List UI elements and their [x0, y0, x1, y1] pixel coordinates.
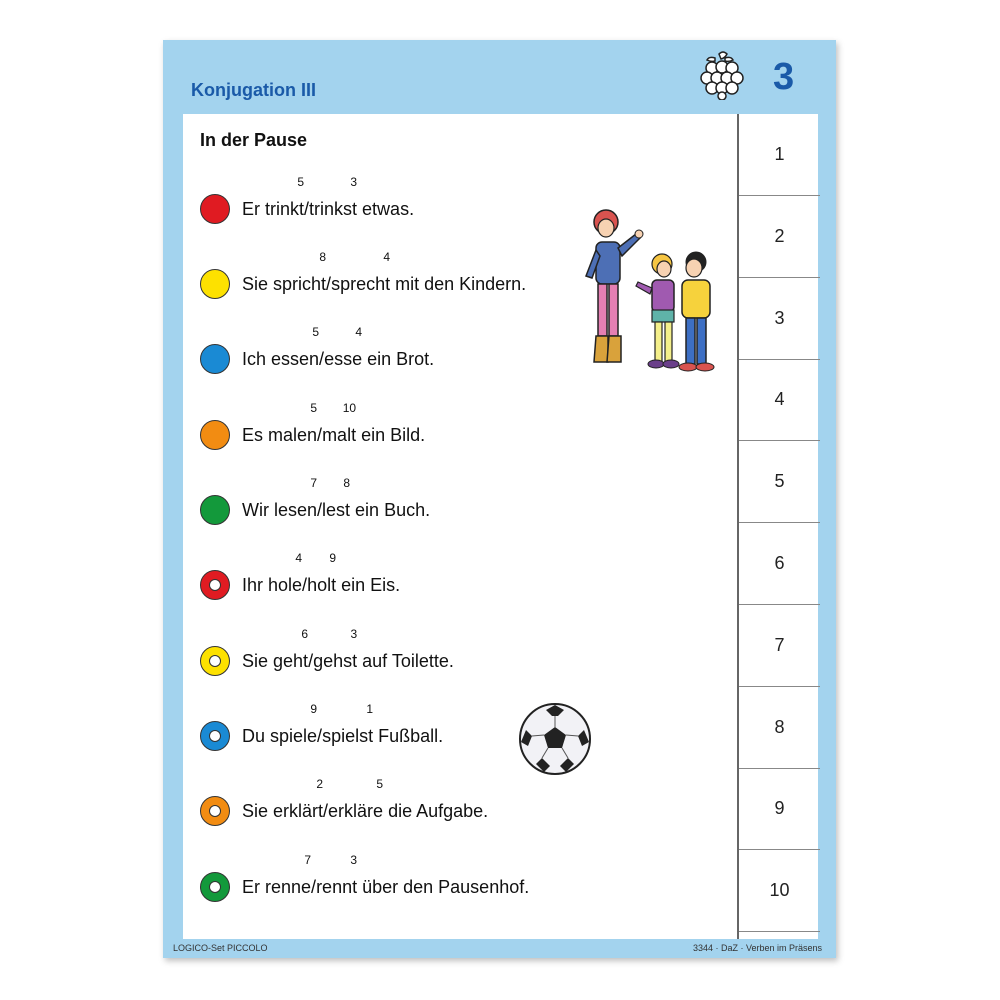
footer-left: LOGICO-Set PICCOLO	[173, 943, 268, 953]
option-2	[322, 476, 351, 521]
answer-number: 4	[774, 389, 785, 410]
exercise-card	[163, 40, 836, 958]
answer-cell[interactable]	[739, 114, 820, 196]
option-2-text: malt	[322, 425, 357, 445]
sentence	[242, 250, 527, 295]
yellow-dot-icon[interactable]	[200, 646, 230, 676]
card-title: Konjugation III	[191, 80, 316, 100]
sentence-rest: ein Buch.	[350, 500, 431, 520]
option-2	[328, 777, 384, 822]
option-1	[242, 627, 309, 672]
sentence-rest: Fußball.	[373, 726, 444, 746]
answer-cell[interactable]	[739, 850, 820, 932]
option-2-text: rennt	[316, 877, 358, 897]
option-1-text: Ich essen	[242, 349, 320, 369]
answer-cell[interactable]	[739, 441, 820, 523]
option-1-text: Er renne	[242, 877, 312, 897]
green-dot-icon[interactable]	[200, 872, 230, 902]
option-1-number: 6	[301, 627, 309, 641]
option-1-text: Sie geht	[242, 651, 309, 671]
option-2-text: sprecht	[331, 274, 391, 294]
option-1	[242, 777, 324, 822]
footer-right: 3344 · DaZ · Verben im Präsens	[692, 943, 822, 953]
sentence-rest: ein Eis.	[336, 575, 401, 595]
option-1-number: 2	[316, 777, 324, 791]
option-2	[309, 175, 358, 220]
sentence-rest: über den Pausenhof.	[357, 877, 530, 897]
answer-number: 6	[774, 553, 785, 573]
option-1-number: 4	[295, 551, 303, 565]
option-1	[242, 551, 303, 596]
exercise-panel	[183, 114, 818, 939]
sentence	[242, 853, 530, 898]
option-1-number: 7	[304, 853, 312, 867]
option-1-number: 5	[297, 175, 305, 189]
answer-number: 5	[774, 471, 785, 492]
answer-number: 7	[774, 634, 785, 655]
option-1-number: 5	[310, 401, 318, 415]
answer-cell[interactable]	[739, 523, 820, 605]
option-2-text: erkläre	[328, 801, 384, 821]
option-1-text: Es malen	[242, 425, 318, 445]
orange-dot-icon[interactable]	[200, 796, 230, 826]
answer-cell[interactable]	[739, 278, 820, 360]
option-2-text: spielst	[322, 726, 374, 746]
slash-separator: /	[317, 500, 323, 520]
option-1-number: 8	[319, 250, 327, 264]
section-title: In der Pause	[200, 130, 308, 150]
slash-separator: /	[323, 801, 329, 821]
answer-number: 2	[774, 225, 785, 246]
slash-separator: /	[326, 274, 332, 294]
option-2	[307, 551, 337, 596]
answer-cell[interactable]	[739, 687, 820, 769]
sentence	[242, 551, 401, 596]
slash-separator: /	[302, 575, 308, 595]
option-2	[322, 702, 374, 747]
answer-cell[interactable]	[739, 768, 820, 850]
sentence-rest: ein Bild.	[356, 425, 426, 445]
sentence	[242, 476, 431, 521]
people-illustration	[578, 204, 743, 384]
sentence	[242, 627, 454, 672]
orange-dot-icon[interactable]	[200, 420, 230, 450]
sentence	[242, 401, 426, 446]
option-1	[242, 401, 318, 446]
answer-number: 10	[769, 880, 790, 901]
sentence	[242, 325, 435, 370]
option-2-text: holt	[307, 575, 337, 595]
option-1-number: 7	[310, 476, 318, 490]
sentence-rest: die Aufgabe.	[383, 801, 489, 821]
option-1-text: Er trinkt	[242, 199, 305, 219]
red-dot-icon[interactable]	[200, 194, 230, 224]
sentence-rest: mit den Kindern.	[390, 274, 527, 294]
slash-separator: /	[317, 425, 323, 445]
answer-number: 3	[774, 307, 785, 328]
slash-separator: /	[319, 349, 325, 369]
answer-cell[interactable]	[739, 359, 820, 441]
option-2	[322, 401, 357, 446]
raspberry-icon	[695, 50, 747, 100]
option-1-text: Sie spricht	[242, 274, 327, 294]
option-2-text: gehst	[313, 651, 358, 671]
sentence-rest: auf Toilette.	[357, 651, 454, 671]
option-2-number: 9	[329, 551, 337, 565]
option-2	[316, 853, 358, 898]
option-1	[242, 250, 327, 295]
option-1-text: Ihr hole	[242, 575, 303, 595]
answer-number: 8	[774, 716, 785, 737]
answer-number: 1	[774, 144, 785, 164]
option-2-text: esse	[324, 349, 363, 369]
option-1	[242, 476, 318, 521]
option-1	[242, 853, 312, 898]
answer-cell[interactable]	[739, 605, 820, 687]
option-1	[242, 325, 320, 370]
option-1-text: Du spiele	[242, 726, 318, 746]
slash-separator: /	[304, 199, 310, 219]
blue-dot-icon[interactable]	[200, 344, 230, 374]
option-1-text: Sie erklärt	[242, 801, 324, 821]
option-2-number: 3	[350, 175, 358, 189]
option-2-text: trinkst	[309, 199, 358, 219]
sentence	[242, 175, 415, 220]
option-2	[331, 250, 391, 295]
sentence	[242, 702, 444, 747]
slash-separator: /	[317, 726, 323, 746]
option-2-number: 3	[350, 853, 358, 867]
option-2-text: lest	[322, 500, 351, 520]
sentence	[242, 777, 489, 822]
option-2-number: 10	[342, 401, 357, 415]
blue-dot-icon[interactable]	[200, 721, 230, 751]
option-2-number: 3	[350, 627, 358, 641]
option-1-text: Wir lesen	[242, 500, 318, 520]
sentence-rest: etwas.	[357, 199, 415, 219]
option-2-number: 5	[376, 777, 384, 791]
option-1-number: 5	[312, 325, 320, 339]
option-2-number: 8	[343, 476, 351, 490]
green-dot-icon[interactable]	[200, 495, 230, 525]
option-2	[313, 627, 358, 672]
answer-cell[interactable]	[739, 196, 820, 278]
option-1-number: 9	[310, 702, 318, 716]
card-number: 3	[773, 56, 795, 98]
answer-column	[737, 114, 820, 939]
sentence-rest: ein Brot.	[362, 349, 435, 369]
slash-separator: /	[311, 877, 317, 897]
option-2	[324, 325, 363, 370]
soccer-ball-illustration	[518, 702, 592, 776]
option-1	[242, 175, 305, 220]
yellow-dot-icon[interactable]	[200, 269, 230, 299]
option-2-number: 4	[355, 325, 363, 339]
slash-separator: /	[308, 651, 314, 671]
option-2-number: 4	[383, 250, 391, 264]
option-1	[242, 702, 318, 747]
red-dot-icon[interactable]	[200, 570, 230, 600]
option-2-number: 1	[366, 702, 374, 716]
answer-number: 9	[774, 798, 785, 819]
